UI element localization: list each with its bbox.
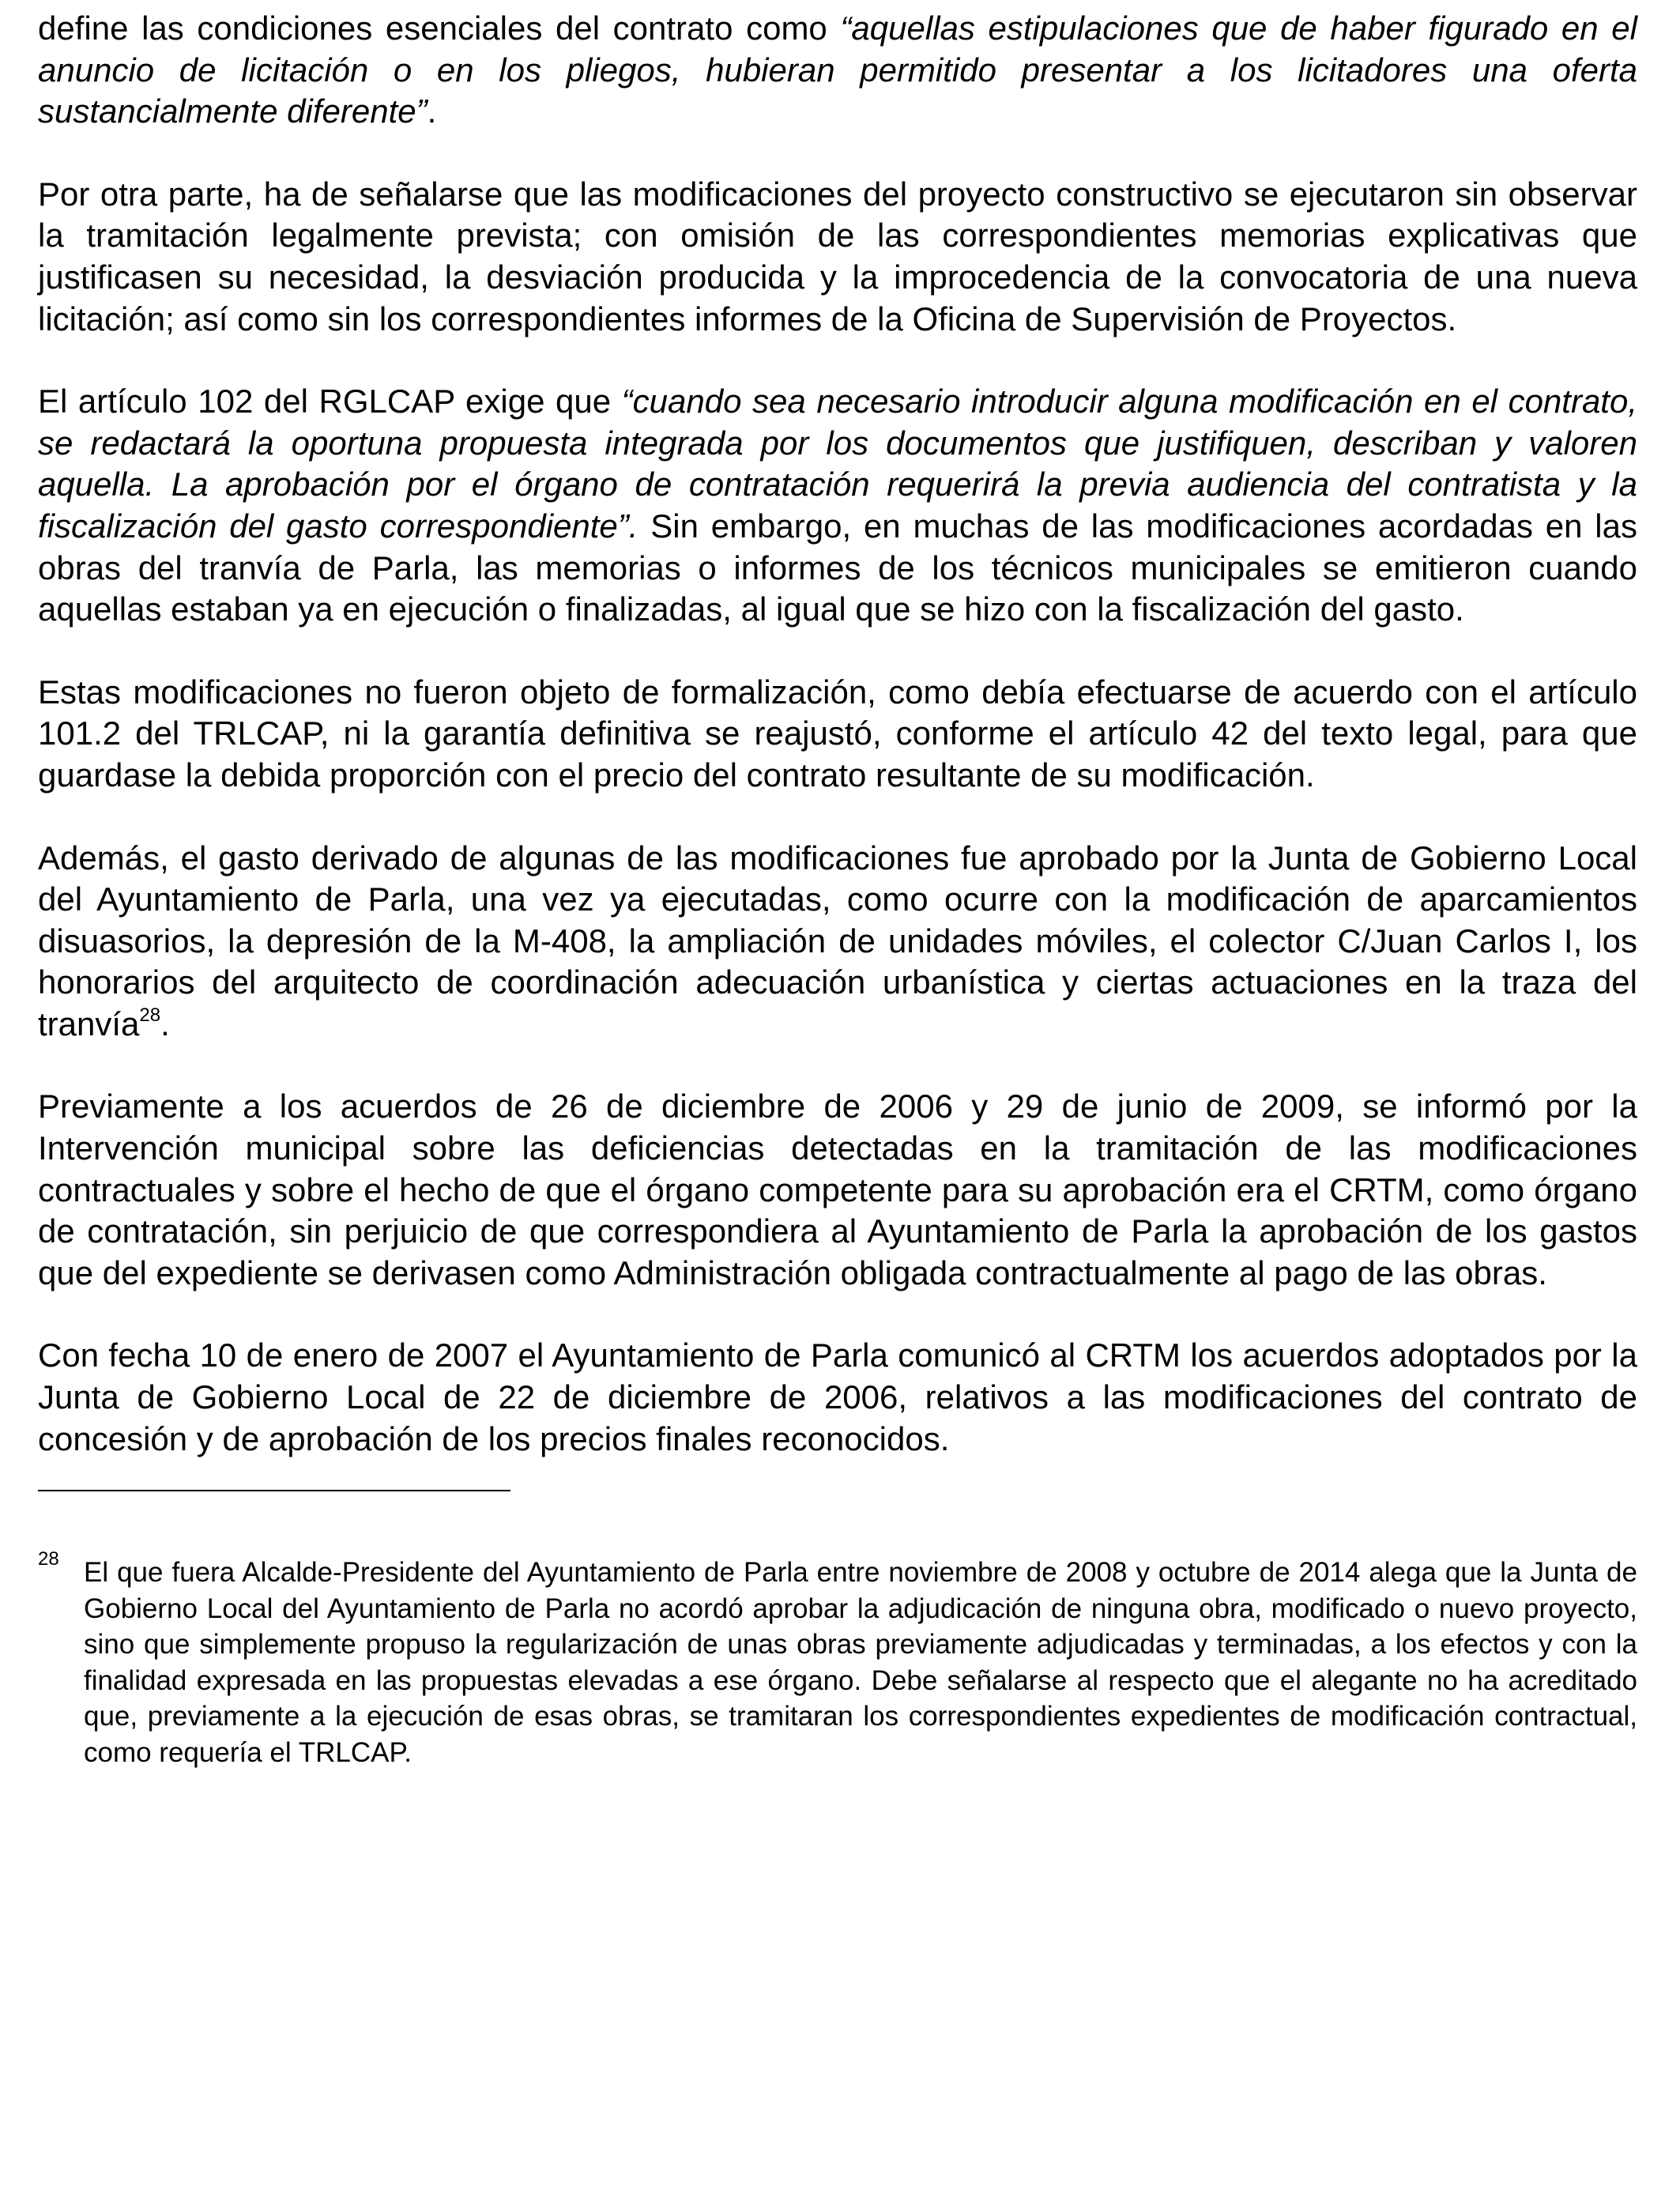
paragraph-project-modifications [38, 174, 1637, 340]
paragraph-text: Sin embargo, en muchas de las modificaciones acordadas en las obras del tranvía de Parla, las memorias o informes de los técnicos municipales se emitieron cuando aquellas estaban ya en ejecución o finalizadas, al igual que se hizo con la fiscalización del gasto. [38, 507, 1637, 628]
footnote-number: 28 [38, 1548, 59, 1570]
paragraph-text: . [160, 1005, 170, 1042]
paragraph-text: Con fecha 10 de enero de 2007 el Ayuntamiento de Parla comunicó al CRTM los acuerdos adoptados por la Junta de Gobierno Local de 22 de diciembre de 2006, relativos a las modificaciones del contrato de concesión y de aprobación de los precios finales reconocidos. [38, 1336, 1637, 1457]
document-page [38, 8, 1637, 1770]
paragraph-article-102 [38, 381, 1637, 631]
paragraph-formalization [38, 672, 1637, 797]
paragraph-text: El artículo 102 del RGLCAP exige que [38, 383, 622, 420]
paragraph-communication [38, 1335, 1637, 1460]
footnote [38, 1548, 1637, 1770]
paragraph-text: Estas modificaciones no fueron objeto de formalización, como debía efectuarse de acuerdo con el artículo 101.2 del TRLCAP, ni la garantía definitiva se reajustó, conforme el artículo 42 del texto legal, para que guardase la debida proporción con el precio del contrato resultante de su modificación. [38, 673, 1637, 794]
paragraph-expense-approval [38, 838, 1637, 1046]
footnote-text: El que fuera Alcalde-Presidente del Ayuntamiento de Parla entre noviembre de 2008 y octubre de 2014 alega que la Junta de Gobierno Local del Ayuntamiento de Parla no acordó aprobar la adjudicación de ninguna obra, modificado o nuevo proyecto, sino que simplemente propuso la regularización de unas obras previamente adjudicadas y terminadas, a los efectos y con la finalidad expresada en las propuestas elevadas a ese órgano. Debe señalarse al respecto que el alegante no ha acreditado que, previamente a la ejecución de esas obras, se tramitaran los correspondientes expedientes de modificación contractual, como requería el TRLCAP. [84, 1557, 1637, 1768]
quoted-article: “cuando sea necesario introducir alguna modificación en el contrato, se redactará la oportuna propuesta integrada por los documentos que justifiquen, describan y valoren aquella. La aprobación por el órgano de contratación requerirá la previa audiencia del contratista y la fiscalización del gasto correspondiente”. [38, 383, 1638, 545]
paragraph-text: Previamente a los acuerdos de 26 de diciembre de 2006 y 29 de junio de 2009, se informó por la Intervención municipal sobre las deficiencias detectadas en la tramitación de las modificaciones contractuales y sobre el hecho de que el órgano competente para su aprobación era el CRTM, como órgano de contratación, sin perjuicio de que correspondiera al Ayuntamiento de Parla la aprobación de los gastos que del expediente se derivasen como Administración obligada contractualmente al pago de las obras. [38, 1088, 1637, 1291]
footnote-divider [38, 1490, 510, 1491]
paragraph-intervention-report [38, 1086, 1637, 1294]
paragraph-text: . [427, 92, 437, 130]
quoted-definition: “aquellas estipulaciones que de haber figurado en el anuncio de licitación o en los pliegos, hubieran permitido presentar a los licitadores una oferta sustancialmente diferente” [38, 9, 1637, 130]
paragraph-text: define las condiciones esenciales del contrato como [38, 9, 841, 47]
footnote-reference[interactable]: 28 [139, 1004, 161, 1026]
paragraph-essential-conditions [38, 8, 1637, 133]
paragraph-text: Además, el gasto derivado de algunas de las modificaciones fue aprobado por la Junta de Gobierno Local del Ayuntamiento de Parla, una vez ya ejecutadas, como ocurre con la modificación de aparcamientos disuasorios, la depresión de la M-408, la ampliación de unidades móviles, el colector C/Juan Carlos I, los honorarios del arquitecto de coordinación adecuación urbanística y ciertas actuaciones en la traza del tranvía [38, 839, 1637, 1042]
paragraph-text: Por otra parte, ha de señalarse que las modificaciones del proyecto constructivo se ejecutaron sin observar la tramitación legalmente prevista; con omisión de las correspondientes memorias explicativas que justificasen su necesidad, la desviación producida y la improcedencia de la convocatoria de una nueva licitación; así como sin los correspondientes informes de la Oficina de Supervisión de Proyectos. [38, 175, 1637, 337]
